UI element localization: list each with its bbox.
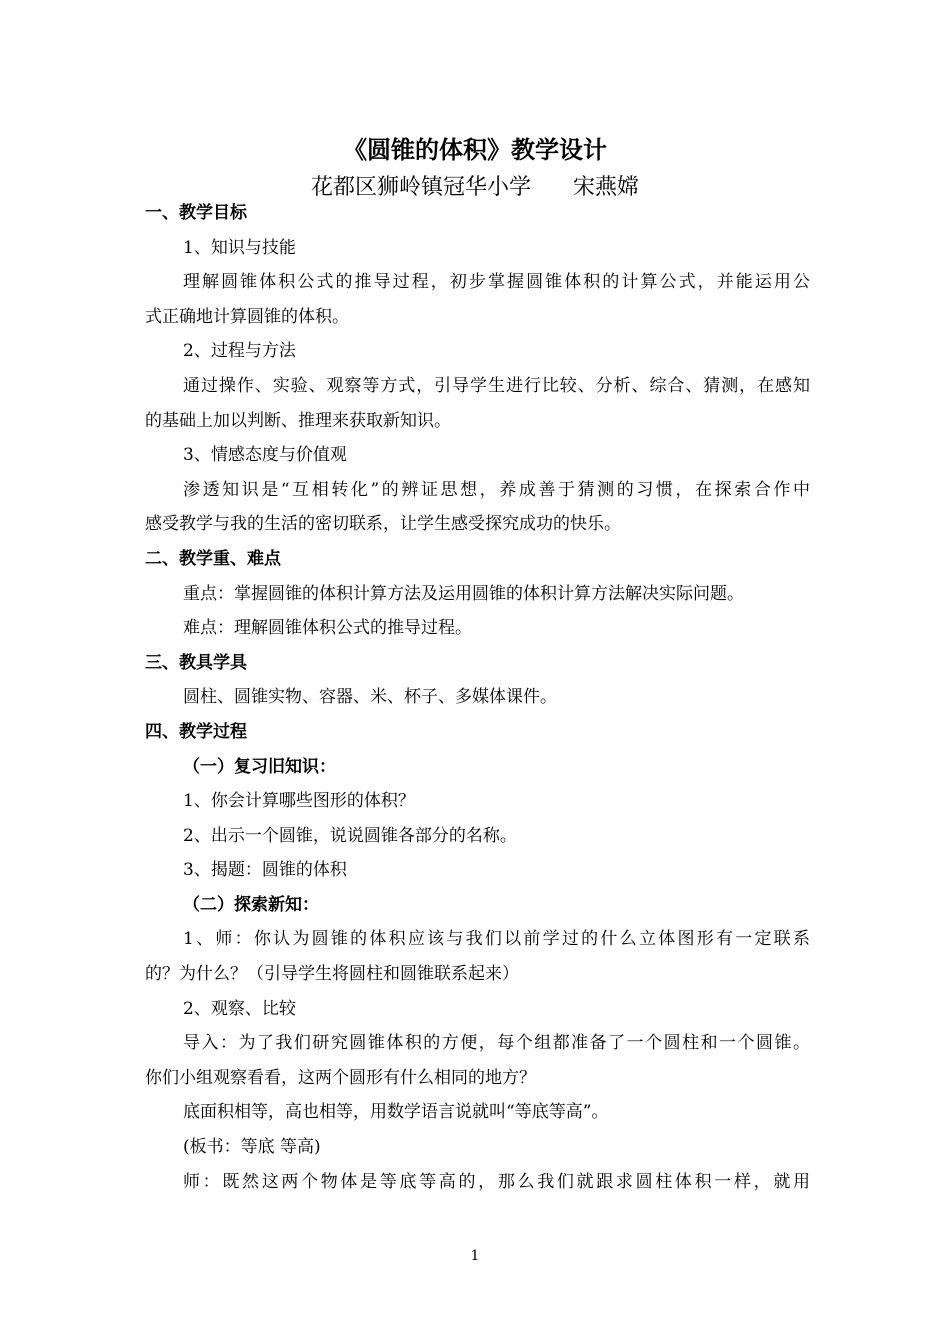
- text-line: 3、情感态度与价值观: [183, 445, 347, 466]
- text-line: 难点：理解圆锥体积公式的推导过程。: [183, 618, 472, 639]
- document-title: 《圆锥的体积》教学设计: [343, 136, 607, 164]
- text-line: 重点：掌握圆锥的体积计算方法及运用圆锥的体积计算方法解决实际问题。: [183, 583, 744, 604]
- page-number: 1: [470, 1248, 480, 1264]
- section-heading: 一、教学目标: [145, 203, 247, 223]
- document-body: [145, 196, 810, 1199]
- section-heading: 四、教学过程: [145, 721, 247, 742]
- subsection-heading: （二）探索新知：: [183, 894, 319, 915]
- text-line: 1、师：你认为圆锥的体积应该与我们以前学过的什么立体图形有一定联系: [183, 929, 810, 950]
- text-line: 你们小组观察看看，这两个圆形有什么相同的地方？: [145, 1067, 536, 1088]
- text-line: 圆柱、圆锥实物、容器、米、杯子、多媒体课件。: [183, 687, 557, 708]
- text-line: (板书：等底 等高): [183, 1137, 321, 1158]
- text-line: 2、出示一个圆锥，说说圆锥各部分的名称。: [183, 825, 517, 846]
- text-line: 2、观察、比较: [183, 998, 296, 1019]
- text-line: 的基础上加以判断、推理来获取新知识。: [145, 410, 451, 431]
- text-line: 2、过程与方法: [183, 341, 296, 362]
- text-line: 底面积相等，高也相等，用数学语言说就叫“等底等高”。: [183, 1102, 609, 1123]
- document-author: 花都区狮岭镇冠华小学 宋燕嫦: [311, 175, 639, 200]
- text-line: 3、揭题：圆锥的体积: [183, 860, 347, 881]
- subsection-heading: （一）复习旧知识：: [183, 756, 336, 777]
- text-line: 渗透知识是“互相转化”的辨证思想，养成善于猜测的习惯，在探索合作中: [183, 479, 810, 500]
- text-line: 感受教学与我的生活的密切联系，让学生感受探究成功的快乐。: [145, 514, 621, 535]
- text-line: 1、知识与技能: [183, 237, 296, 258]
- text-line: 通过操作、实验、观察等方式，引导学生进行比较、分析、综合、猜测，在感知: [183, 375, 810, 396]
- section-heading: 三、教具学具: [145, 652, 247, 673]
- text-line: 1、你会计算哪些图形的体积？: [183, 791, 415, 812]
- text-line: 师：既然这两个物体是等底等高的，那么我们就跟求圆柱体积一样，就用: [183, 1171, 810, 1192]
- text-line: 导入：为了我们研究圆锥体积的方便，每个组都准备了一个圆柱和一个圆锥。: [183, 1033, 810, 1054]
- text-line: 理解圆锥体积公式的推导过程，初步掌握圆锥体积的计算公式，并能运用公: [183, 272, 810, 293]
- text-line: 的？为什么？（引导学生将圆柱和圆锥联系起来）: [145, 964, 519, 985]
- text-line: 式正确地计算圆锥的体积。: [145, 306, 349, 327]
- section-heading: 二、教学重、难点: [145, 548, 281, 569]
